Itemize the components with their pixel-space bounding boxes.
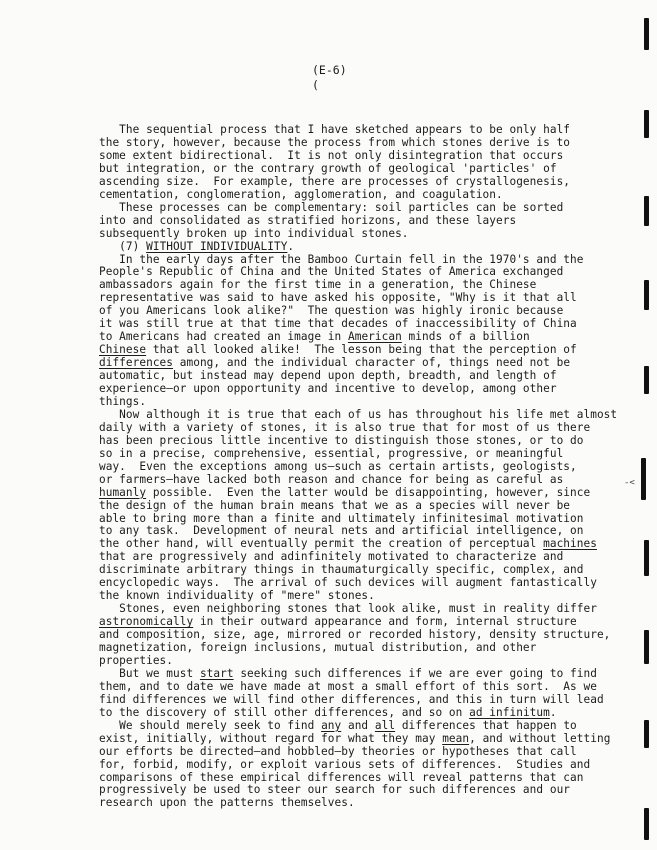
- text-segment: able to bring more than a finite and ultimately infinitesimal motivation: [99, 511, 584, 525]
- text-line: [99, 460, 577, 473]
- text-segment: so in a precise, comprehensive, essential, progressive, or meaningful: [99, 446, 564, 460]
- text-segment: (7): [99, 239, 147, 253]
- page-header: [312, 63, 347, 93]
- text-line: [99, 499, 570, 512]
- text-segment: them, and to date we have made at most a small effort of this sort. As we: [99, 679, 597, 693]
- text-segment: some extent bidirectional. It is not only disintegration that occurs: [99, 148, 564, 162]
- text-segment: Now although it is true that each of us has throughout his life met almost: [99, 407, 618, 421]
- text-segment: and: [341, 718, 375, 732]
- scan-mark: [644, 18, 649, 50]
- text-segment: properties.: [99, 653, 174, 667]
- scan-mark: [644, 366, 649, 394]
- text-segment: and composition, size, age, mirrored or recorded history, density structure,: [99, 628, 611, 642]
- text-line: [99, 317, 577, 330]
- text-segment: , and without letting: [469, 731, 611, 745]
- scan-mark: [644, 110, 649, 138]
- text-line: [99, 343, 577, 356]
- text-segment: the known individuality of "mere" stones.: [99, 589, 375, 603]
- page-code: (E-6): [312, 63, 347, 77]
- text-segment: But we must: [99, 666, 200, 680]
- text-line: [99, 628, 610, 641]
- text-segment: automatic, but instead may depend upon depth, breadth, and length of: [99, 369, 557, 383]
- text-line: [99, 512, 584, 525]
- text-segment: .: [287, 239, 295, 253]
- text-segment: our efforts be directed—and hobbled—by theories or hypotheses that call: [99, 744, 577, 758]
- text-segment: ambassadors again for the first time in a generation, the Chinese: [99, 278, 537, 292]
- text-line: [99, 188, 503, 201]
- scan-mark: [641, 458, 646, 500]
- text-segment: representative was said to have asked his opposite, "Why is it that all: [99, 291, 577, 305]
- text-segment: experience—or upon opportunity and incentive to develop, among other: [99, 382, 557, 395]
- text-line: [99, 654, 173, 667]
- text-line: [99, 576, 597, 589]
- text-line: [99, 395, 146, 408]
- text-segment: find differences we will find other differences, and this in turn will lead: [99, 692, 604, 706]
- scan-mark: [644, 280, 649, 310]
- text-line: [99, 149, 563, 162]
- text-segment: in their outward appearance and form, internal structure: [193, 615, 577, 629]
- scan-mark: [644, 808, 649, 840]
- text-line: [99, 291, 577, 304]
- text-line: [99, 615, 577, 628]
- text-segment: comparisons of these empirical differences will reveal patterns that can: [99, 770, 584, 784]
- text-segment: has been precious little incentive to distinguish those stones, or to do: [99, 433, 584, 447]
- text-segment: progressively be used to steer our search for such differences and our: [99, 783, 571, 797]
- text-segment: among, and the individual character of, things need not be: [173, 356, 571, 370]
- text-segment: differences that happen to: [395, 718, 577, 732]
- text-line: [99, 771, 584, 784]
- text-segment: the other hand, will eventually permit the creation of perceptual: [99, 537, 544, 551]
- text-line: [99, 758, 590, 771]
- text-line: [99, 330, 530, 343]
- text-line: [99, 745, 577, 758]
- text-segment: magnetization, foreign inclusions, mutual distribution, and other: [99, 641, 537, 654]
- underlined-text: differences: [99, 356, 174, 370]
- text-line: [99, 434, 584, 447]
- text-line: [99, 641, 536, 654]
- text-segment: research upon the patterns themselves.: [99, 796, 355, 810]
- underlined-text: humanly: [99, 485, 147, 499]
- text-line: [99, 240, 294, 253]
- text-line: [99, 783, 570, 796]
- text-line: [99, 667, 597, 680]
- text-segment: to any task. Development of neural nets and artificial intelligence, on: [99, 524, 584, 538]
- text-line: [99, 693, 604, 706]
- text-segment: .: [549, 705, 557, 719]
- text-segment: of you Americans look alike?" The question was highly ironic because: [99, 304, 564, 318]
- text-segment: possible. Even the latter would be disappointing, however, since: [146, 485, 591, 499]
- text-segment: daily with a variety of stones, it is also true that for most of us there: [99, 420, 591, 434]
- text-segment: to Americans had created an image in: [99, 330, 348, 344]
- text-segment: it was still true at that time that decades of inaccessibility of China: [99, 317, 577, 331]
- text-line: [99, 369, 557, 382]
- text-segment: but integration, or the contrary growth of geological 'particles' of: [99, 161, 557, 175]
- text-line: [99, 408, 617, 421]
- text-line: [99, 304, 563, 317]
- text-line: [99, 447, 563, 460]
- underlined-text: astronomically: [99, 615, 194, 629]
- text-line: [99, 227, 409, 240]
- text-segment: The sequential process that I have sketched appears to be only half: [99, 123, 571, 136]
- text-segment: way. Even the exceptions among us—such as certain artists, geologists,: [99, 459, 577, 473]
- text-segment: minds of a billion: [401, 330, 530, 344]
- text-line: [99, 214, 516, 227]
- underlined-text: mean: [442, 731, 470, 745]
- text-segment: We should merely seek to find: [99, 718, 322, 732]
- text-line: [99, 550, 563, 563]
- text-line: [99, 589, 375, 602]
- text-line: [99, 253, 584, 266]
- text-segment: Stones, even neighboring stones that look alike, must in reality differ: [99, 602, 597, 616]
- text-line: [99, 563, 584, 576]
- text-segment: that all looked alike! The lesson being that the perception of: [146, 343, 577, 357]
- text-line: [99, 680, 597, 693]
- text-line: [99, 136, 570, 149]
- text-segment: People's Republic of China and the United States of America exchanged: [99, 265, 564, 279]
- text-line: [99, 732, 610, 745]
- text-segment: the story, however, because the process from which stones derive is to: [99, 135, 571, 149]
- text-line: [99, 421, 590, 434]
- scan-mark: [644, 196, 649, 226]
- text-line: [99, 278, 536, 291]
- text-segment: exist, initially, without regard for what they may: [99, 731, 443, 745]
- text-segment: that are progressively and adinfinitely motivated to characterize and: [99, 550, 564, 564]
- text-segment: or farmers—have lacked both reason and chance for being as careful as: [99, 472, 564, 486]
- text-segment: In the early days after the Bamboo Curtain fell in the 1970's and the: [99, 252, 584, 266]
- text-segment: encyclopedic ways. The arrival of such devices will augment fantastically: [99, 576, 597, 590]
- text-line: [99, 382, 557, 395]
- text-line: [99, 201, 563, 214]
- text-segment: subsequently broken up into individual stones.: [99, 226, 409, 240]
- text-line: [99, 162, 557, 175]
- text-line: [99, 706, 557, 719]
- scan-mark: [644, 720, 649, 748]
- text-line: [99, 356, 570, 369]
- text-segment: ascending size. For example, there are processes of crystallogenesis,: [99, 174, 571, 188]
- text-line: [99, 123, 570, 136]
- text-line: [99, 265, 563, 278]
- text-segment: These processes can be complementary: soil particles can be sorted: [99, 200, 564, 214]
- scan-mark: [644, 540, 649, 576]
- text-line: [99, 486, 590, 499]
- text-line: [99, 175, 570, 188]
- underlined-text: machines: [543, 537, 597, 551]
- text-line: [99, 473, 563, 486]
- scan-mark: [644, 630, 649, 664]
- text-segment: to the discovery of still other differences, and so on: [99, 705, 470, 719]
- text-line: [99, 719, 577, 732]
- text-segment: for, forbid, modify, or exploit various sets of differences. Studies and: [99, 757, 591, 771]
- underlined-text: all: [374, 718, 396, 732]
- text-segment: into and consolidated as stratified horizons, and these layers: [99, 213, 517, 227]
- text-segment: discriminate arbitrary things in thaumaturgically specific, complex, and: [99, 563, 584, 577]
- underlined-text: WITHOUT INDIVIDUALITY: [146, 239, 288, 253]
- text-segment: cementation, conglomeration, agglomeration, and coagulation.: [99, 187, 503, 201]
- underlined-text: start: [199, 666, 234, 680]
- text-segment: things.: [99, 394, 147, 408]
- underlined-text: Chinese: [99, 343, 147, 357]
- underlined-text: any: [321, 718, 342, 732]
- paren-mark: (: [312, 78, 319, 92]
- text-line: [99, 602, 597, 615]
- underlined-text: American: [347, 330, 402, 344]
- text-line: [99, 537, 597, 550]
- underlined-text: ad infinitum: [469, 705, 550, 719]
- text-line: [99, 524, 584, 537]
- text-segment: the design of the human brain means that we as a species will never be: [99, 498, 571, 512]
- stray-mark: -<: [624, 478, 635, 488]
- text-segment: seeking such differences if we are ever going to find: [233, 666, 597, 680]
- text-line: [99, 796, 355, 809]
